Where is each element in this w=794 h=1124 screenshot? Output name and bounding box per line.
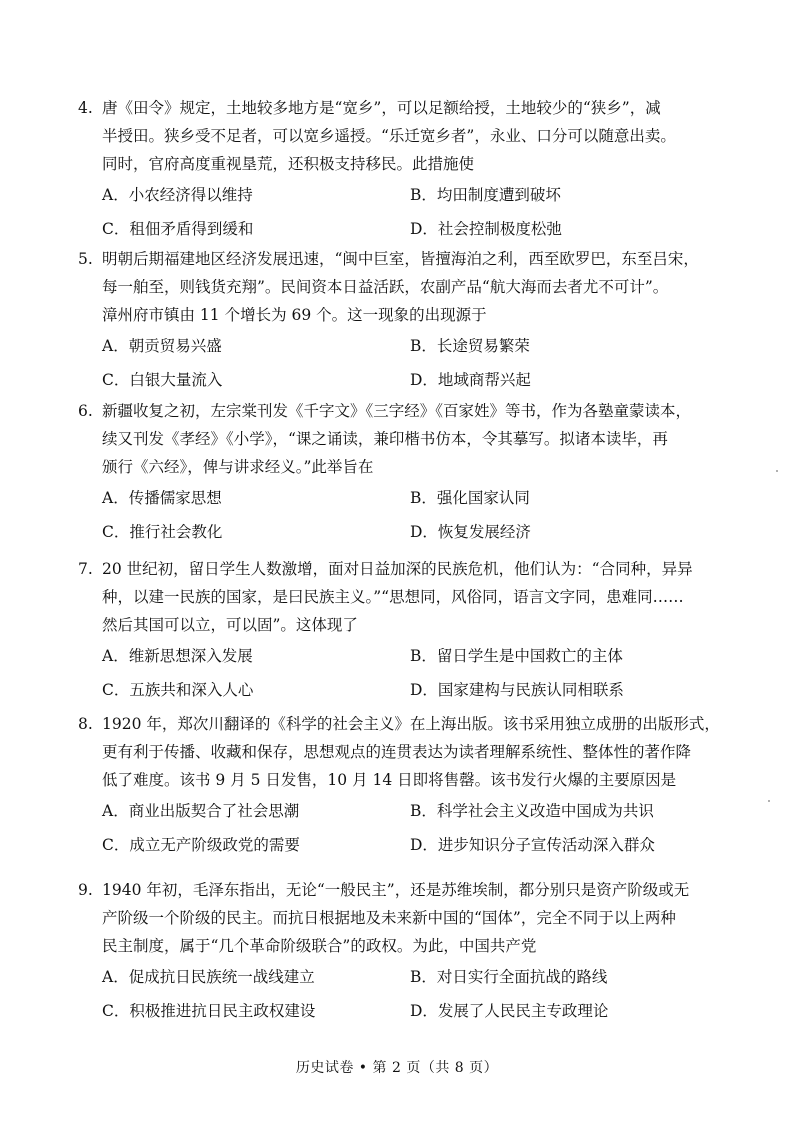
question-stem xyxy=(78,710,768,794)
options xyxy=(78,639,768,707)
page-footer: 历史试卷 • 第 2 页（共 8 页） xyxy=(295,1060,499,1076)
options xyxy=(78,329,768,397)
stem-line: 半授田。狭乡受不足者，可以宽乡遥授。“乐迁宽乡者”，永业、口分可以随意出卖。 xyxy=(102,127,676,145)
option-b: B．长途贸易繁荣 xyxy=(410,337,530,355)
question-number: 4. xyxy=(78,99,93,117)
stem-line: 每一舶至，则钱货充翔”。民间资本日益活跃，农副产品“航大海而去者尤不可计”。 xyxy=(102,278,669,296)
question-number: 6. xyxy=(78,402,93,420)
option-d: D．恢复发展经济 xyxy=(410,523,531,541)
option-a: A．维新思想深入发展 xyxy=(102,647,253,665)
stem-line: 民主制度，属于“几个革命阶级联合”的政权。为此，中国共产党 xyxy=(102,937,537,955)
stem-line: 种，以建一民族的国家，是曰民族主义。”“思想同，风俗同，语言文字同，患难同…… xyxy=(102,588,684,606)
option-a: A．传播儒家思想 xyxy=(102,489,222,507)
question-9 xyxy=(78,876,768,1028)
question-7 xyxy=(78,555,768,707)
question-number: 9. xyxy=(78,881,93,899)
option-a: A．促成抗日民族统一战线建立 xyxy=(102,968,315,986)
stem-line: 4. 唐《田令》规定，土地较多地方是“宽乡”，可以足额给授，土地较少的“狭乡”，减 xyxy=(78,94,768,122)
stem-line: 产阶级一个阶级的民主。而抗日根据地及未来新中国的“国体”，完全不同于以上两种 xyxy=(102,909,676,927)
option-b: B．对日实行全面抗战的路线 xyxy=(410,968,608,986)
options xyxy=(78,794,768,862)
question-stem xyxy=(78,555,768,639)
question-8 xyxy=(78,710,768,862)
option-d: D．社会控制极度松弛 xyxy=(410,220,562,238)
stem-line: 9. 1940 年初，毛泽东指出，无论“一般民主”，还是苏维埃制，都分别只是资产阶级或无 xyxy=(78,876,768,904)
question-number: 5. xyxy=(78,250,93,268)
question-6 xyxy=(78,397,768,549)
scan-speck xyxy=(776,470,778,472)
options xyxy=(78,178,768,246)
option-d: D．发展了人民民主专政理论 xyxy=(410,1002,609,1020)
question-5 xyxy=(78,245,768,397)
option-b: B．科学社会主义改造中国成为共识 xyxy=(410,802,654,820)
option-c: C．租佃矛盾得到缓和 xyxy=(102,220,254,238)
option-d: D．地域商帮兴起 xyxy=(410,371,531,389)
question-number: 8. xyxy=(78,715,93,733)
option-a: A．小农经济得以维持 xyxy=(102,186,253,204)
stem-line: 漳州府市镇由 11 个增长为 69 个。这一现象的出现源于 xyxy=(102,306,487,324)
option-c: C．五族共和深入人心 xyxy=(102,681,254,699)
question-4 xyxy=(78,94,768,246)
stem-line: 5. 明朝后期福建地区经济发展迅速，“闽中巨室，皆擅海泊之利，西至欧罗巴，东至吕宋， xyxy=(78,245,768,273)
option-c: C．白银大量流入 xyxy=(102,371,223,389)
stem-line: 然后其国可以立，可以固”。这体现了 xyxy=(102,616,358,634)
option-c: C．成立无产阶级政党的需要 xyxy=(102,836,300,854)
option-a: A．商业出版契合了社会思潮 xyxy=(102,802,300,820)
stem-line: 8. 1920 年，郑次川翻译的《科学的社会主义》在上海出版。该书采用独立成册的出版形式， xyxy=(78,710,768,738)
options xyxy=(78,960,768,1028)
stem-line: 颁行《六经》，俾与讲求经义。”此举旨在 xyxy=(102,458,374,476)
option-d: D．国家建构与民族认同相联系 xyxy=(410,681,624,699)
stem-line: 续又刊发《孝经》《小学》，“课之诵读，兼印楷书仿本，令其摹写。拟诸本读毕，再 xyxy=(102,430,668,448)
question-stem xyxy=(78,876,768,960)
option-a: A．朝贡贸易兴盛 xyxy=(102,337,222,355)
option-c: C．积极推进抗日民主政权建设 xyxy=(102,1002,316,1020)
option-d: D．进步知识分子宣传活动深入群众 xyxy=(410,836,655,854)
scan-speck xyxy=(768,800,770,802)
stem-line: 低了难度。该书 9 月 5 日发售，10 月 14 日即将售罄。该书发行火爆的主要原因是 xyxy=(102,771,677,789)
stem-line: 6. 新疆收复之初，左宗棠刊发《千字文》《三字经》《百家姓》等书，作为各塾童蒙读本， xyxy=(78,397,768,425)
question-stem xyxy=(78,397,768,481)
stem-line: 更有利于传播、收藏和保存，思想观点的连贯表达为读者理解系统性、整体性的著作降 xyxy=(102,743,692,761)
question-number: 7. xyxy=(78,560,93,578)
question-stem xyxy=(78,245,768,329)
option-b: B．强化国家认同 xyxy=(410,489,530,507)
question-stem xyxy=(78,94,768,178)
option-b: B．留日学生是中国救亡的主体 xyxy=(410,647,623,665)
stem-line: 同时，官府高度重视垦荒，还积极支持移民。此措施使 xyxy=(102,155,475,173)
option-b: B．均田制度遭到破坏 xyxy=(410,186,561,204)
options xyxy=(78,481,768,549)
stem-line: 7. 20 世纪初，留日学生人数激增，面对日益加深的民族危机，他们认为：“合同种，异异 xyxy=(78,555,768,583)
option-c: C．推行社会教化 xyxy=(102,523,223,541)
